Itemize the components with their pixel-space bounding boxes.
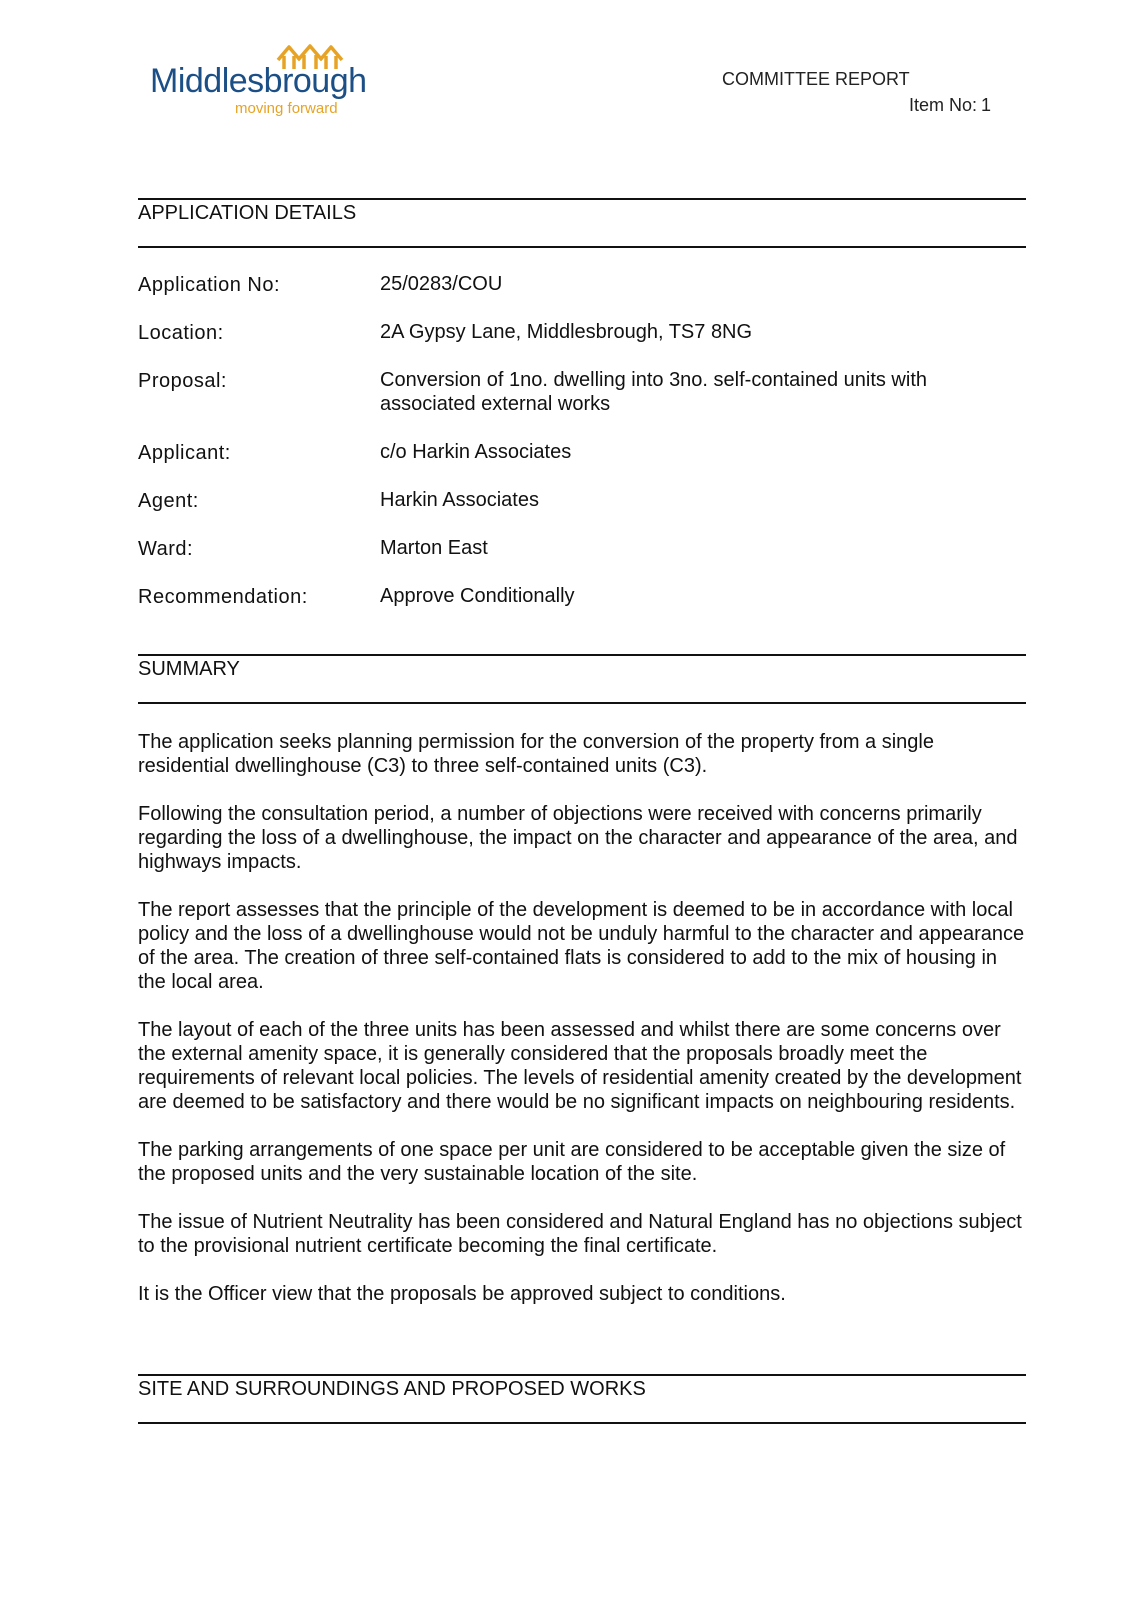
detail-label-location: Location: [138,322,224,344]
detail-value-application-no: 25/0283/COU [380,273,503,295]
item-label: Item No: [909,95,978,115]
detail-value-recommendation: Approve Conditionally [380,585,575,607]
summary-paragraph: Following the consultation period, a number of objections were received with concerns primarily regarding the loss of a dwellinghouse, the impact on the character and appearance of the area, and highways impacts. [138,803,1018,873]
section-divider [138,654,1026,656]
summary-heading: SUMMARY [138,658,240,680]
detail-label-application-no: Application No: [138,274,281,296]
detail-label-recommendation: Recommendation: [138,586,308,608]
detail-value-applicant: c/o Harkin Associates [380,441,572,463]
detail-label-applicant: Applicant: [138,442,231,464]
summary-body [138,730,1030,1330]
report-type: COMMITTEE REPORT [722,69,910,89]
section-divider [138,1422,1026,1424]
detail-label-agent: Agent: [138,490,199,512]
application-details-heading: APPLICATION DETAILS [138,202,357,224]
summary-paragraph: It is the Officer view that the proposals be approved subject to conditions. [138,1283,786,1305]
summary-paragraph: The layout of each of the three units has been assessed and whilst there are some concerns over the external amenity space, it is generally considered that the proposals broadly meet the requirements of relevant local policies. The levels of residential amenity created by the development are deemed to be satisfactory and there would be no significant impacts on neighbouring residents. [138,1019,1022,1113]
detail-value-ward: Marton East [380,537,488,559]
detail-label-proposal: Proposal: [138,370,227,392]
site-section-heading: SITE AND SURROUNDINGS AND PROPOSED WORKS [138,1378,646,1400]
section-divider [138,1374,1026,1376]
section-divider [138,198,1026,200]
detail-label-ward: Ward: [138,538,194,560]
summary-paragraph: The application seeks planning permission for the conversion of the property from a single residential dwellinghouse (C3) to three self-contained units (C3). [138,731,934,777]
logo-wordmark: Middlesbrough [150,62,367,100]
section-divider [138,246,1026,248]
item-number-line [905,95,991,116]
detail-value-proposal: Conversion of 1no. dwelling into 3no. self-contained units with associated external works [380,369,927,415]
detail-value-location: 2A Gypsy Lane, Middlesbrough, TS7 8NG [380,321,753,343]
section-divider [138,702,1026,704]
council-logo [150,42,410,122]
logo-tagline: moving forward [235,100,338,117]
summary-paragraph: The issue of Nutrient Neutrality has been considered and Natural England has no objections subject to the provisional nutrient certificate becoming the final certificate. [138,1211,1022,1257]
summary-paragraph: The parking arrangements of one space per unit are considered to be acceptable given the size of the proposed units and the very sustainable location of the site. [138,1139,1006,1185]
item-number: 1 [981,95,992,115]
detail-value-agent: Harkin Associates [380,489,539,511]
summary-paragraph: The report assesses that the principle of the development is deemed to be in accordance with local policy and the loss of a dwellinghouse would not be unduly harmful to the character and appearance of the area. The creation of three self-contained flats is considered to add to the mix of housing in the local area. [138,899,1025,993]
